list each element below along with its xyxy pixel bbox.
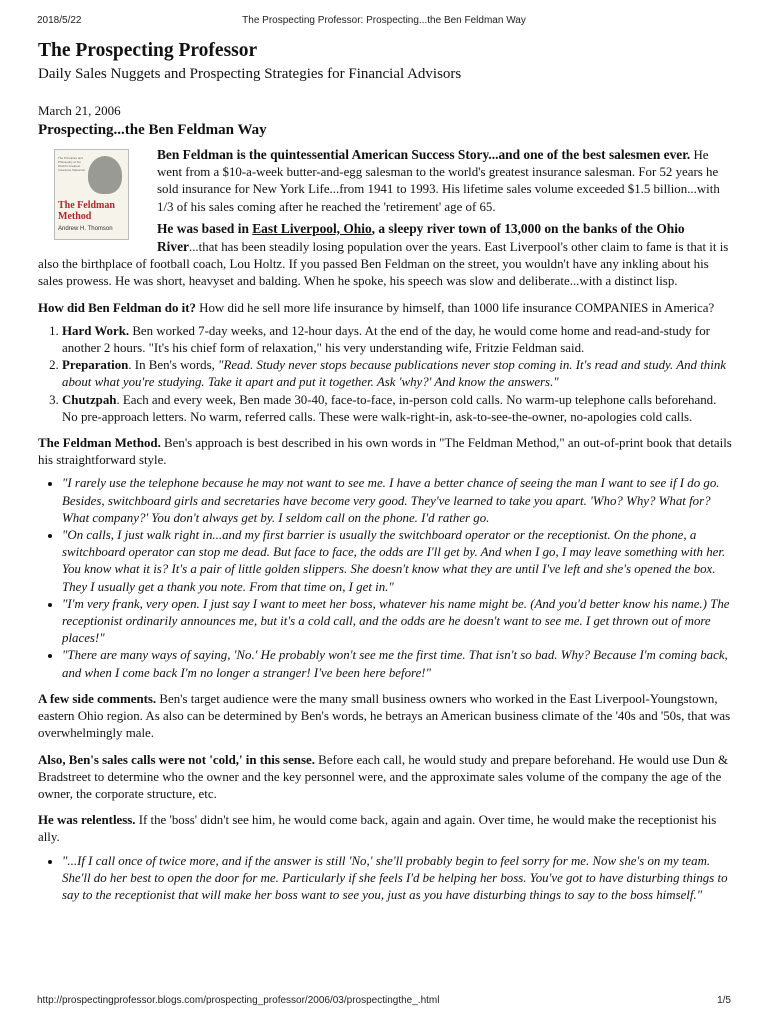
quote-item: • "On calls, I just walk right in...and my first barrier is usually the switchboard operator or the receptionist. On the phone, a switchboard operator can stop me dead. But face to face, the odds are I'll get by. And when I go, I may leave something with her. You know what it is? It's a pair of little golden slippers. She doesn't know what they are until I've left and she's opened the box. They I usually get a thank you note. From that time on, I get in."	[62, 527, 732, 596]
book-cover-author: Andrew H. Thomson	[58, 226, 113, 232]
list-item-text: . Each and every week, Ben made 30-40, face-to-face, in-person cold calls. No warm-up telephone calls beforehand. No pre-approach letters. No warm, referred calls. These were walk-right-in, ask-to-see-the-owner, no-apologies cold calls.	[62, 392, 717, 424]
quote-item: • "There are many ways of saying, 'No.' He probably won't see me the first time. That isn't so bad. Why? Because I'm coming back, and when I come back I'm no longer a stranger! I've been here before!"	[62, 647, 732, 681]
feldman-method-bold: The Feldman Method.	[38, 436, 161, 451]
print-footer-url: http://prospectingprofessor.blogs.com/prospecting_professor/2006/03/prospectingthe_.html	[37, 995, 440, 1006]
relentless-bold: He was relentless.	[38, 813, 136, 828]
list-item-bold: Chutzpah	[62, 392, 117, 407]
list-item-bold: Hard Work.	[62, 323, 130, 338]
quote-item: • "...If I call once of twice more, and if the answer is still 'No,' she'll probably begin to feel sorry for me. Now she's on my team. She'll do her best to open the door for me. Particularly if she feels I'd be helping her boss. You've got to have disturbing things to say to the receptionist that will make her boss want to see you, just as you have disturbing things to say to the boss himself."	[62, 853, 732, 905]
location-bold-a: He was based in	[157, 220, 253, 236]
feldman-quotes-list	[38, 475, 732, 681]
side-comments-paragraph	[38, 691, 732, 743]
list-item-text: . In Ben's words,	[128, 358, 219, 373]
not-cold-paragraph	[38, 752, 732, 804]
blog-title[interactable]: The Prospecting Professor	[38, 40, 258, 61]
list-item-text: Ben worked 7-day weeks, and 12-hour days. At the end of the day, he would come home and read-and-study for another 2 hours. "It's his chief form of relaxation," his very understanding wife, Fritzie Feldman said.	[62, 323, 710, 356]
relentless-paragraph	[38, 812, 732, 846]
print-header-date: 2018/5/22	[37, 15, 82, 26]
quote-item: • "I'm very frank, very open. I just say I want to meet her boss, whatever his name might be. (And you'd better know his name.) The receptionist ordinarily announces me, but it's a cold call, and the odds are he doesn't want to see me. I get thrown out of more places!"	[62, 596, 732, 648]
list-item-quote: "Read. Study never stops because publications never stop coming in. It's read and study. And think about what you're studying. Take it apart and put it together. Ask 'why?' And know the answers."	[62, 358, 727, 390]
list-item-bold: Preparation	[62, 358, 129, 373]
post-date: March 21, 2006	[38, 103, 121, 118]
post-title[interactable]: Prospecting...the Ben Feldman Way	[38, 122, 267, 138]
intro-bold: Ben Feldman is the quintessential American Success Story...and one of the best salesmen ever.	[157, 147, 691, 162]
location-text: ...that has been steadily losing population over the years. East Liverpool's other claim to fame is that it is also the birthplace of football coach, Lou Holtz. If you passed Ben Feldman on the street, you wouldn't have any inkling about his sales prowess. He was short, heavyset and balding. When he spoke, his speech was slow and deliberate...with a distinct lisp.	[38, 240, 729, 289]
intro-text: He went from a $10-a-week butter-and-egg salesman to the world's greatest insurance salesman. For 52 years he sold insurance for New York Life...from 1941 to 1993. His lifetime sales volume exceeded $1.5 billion...with 1/3 of his sales coming after he reached the 'retirement' age of 65.	[157, 148, 720, 214]
receptionist-quote-list	[38, 853, 732, 905]
location-bold-b: , a sleepy river town of 13,000 on the banks of the Ohio River	[157, 220, 685, 255]
side-comments-bold: A few side comments.	[38, 691, 157, 706]
question-text: How did he sell more life insurance by himself, than 1000 life insurance COMPANIES in America?	[195, 300, 715, 315]
question-bold: How did Ben Feldman do it?	[38, 300, 196, 315]
author-portrait-icon	[88, 156, 122, 194]
intro-paragraph	[38, 146, 732, 216]
side-comments-text: Ben's target audience were the many small business owners who worked in the East Liverpool-Youngstown, eastern Ohio region. As also can be determined by Ben's words, he betrays an American business climate of the '40s and '50s, that was overwhelmingly male.	[38, 691, 731, 741]
intro-section	[38, 146, 732, 291]
not-cold-bold: Also, Ben's sales calls were not 'cold,' in this sense.	[38, 752, 315, 767]
question-paragraph	[38, 300, 732, 317]
print-footer-page-number: 1/5	[717, 995, 731, 1006]
relentless-text: If the 'boss' didn't see him, he would come back, again and again. Over time, he would make the receptionist his ally.	[38, 813, 717, 845]
book-cover-image	[54, 149, 129, 240]
east-liverpool-link[interactable]: East Liverpool, Ohio	[252, 220, 372, 236]
quote-item: • "I rarely use the telephone because he may not want to see me. I have a better chance of seeing the man I want to see if I do go. Besides, switchboard girls and secretaries have become very good. They've learned to take you apart. 'Who? Why? What for? What company?' You don't always get by. I seldom call on the phone. I'd rather go.	[62, 475, 732, 527]
success-factors-list	[38, 323, 732, 426]
feldman-method-paragraph	[38, 435, 732, 469]
page-content	[38, 34, 732, 904]
location-paragraph	[38, 220, 732, 291]
list-item	[62, 357, 732, 391]
blog-description: Daily Sales Nuggets and Prospecting Strategies for Financial Advisors	[38, 66, 462, 82]
list-item	[62, 323, 732, 357]
feldman-method-text: Ben's approach is best described in his own words in "The Feldman Method," an out-of-print book that details his straightforward style.	[38, 436, 732, 468]
list-item	[62, 392, 732, 426]
book-cover-subtitle: The Principles and Philosophy of the World's Greatest Insurance Salesman	[58, 156, 86, 172]
print-header-title: The Prospecting Professor: Prospecting...the Ben Feldman Way	[242, 15, 526, 26]
book-cover-title: The Feldman Method	[58, 200, 115, 222]
not-cold-text: Before each call, he would study and prepare beforehand. He would use Dun & Bradstreet to determine who the owner and the key personnel were, and the approximate sales volume of the company the age of the owner, the corporate structure, etc.	[38, 752, 729, 801]
